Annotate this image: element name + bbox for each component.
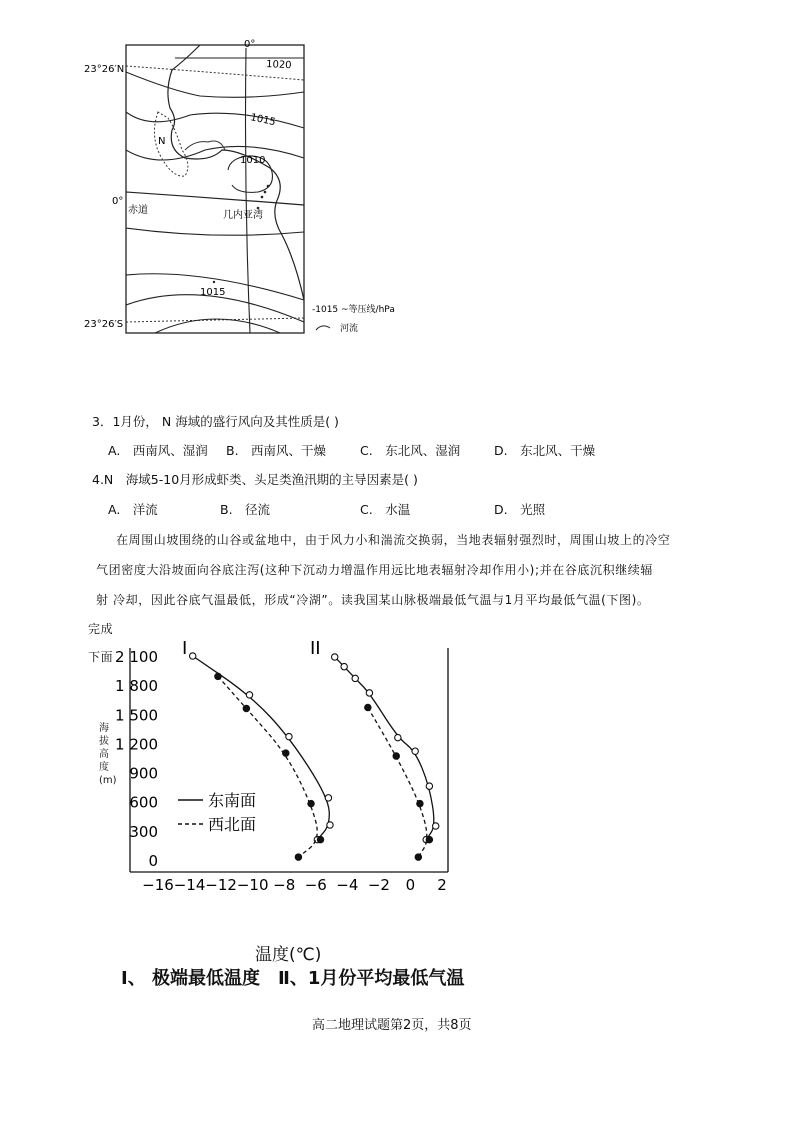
y-tick-label: 0 <box>148 852 158 870</box>
series-line-II-northwest <box>368 707 427 857</box>
question-3-stem: 3．1月份， N 海域的盛行风向及其性质是( ) <box>92 414 339 429</box>
x-tick-label: −4 <box>336 876 359 894</box>
data-point-open <box>341 663 347 669</box>
data-point-filled <box>426 836 432 842</box>
data-point-open <box>327 822 333 828</box>
page-footer: 高二地理试题第2页，共8页 <box>312 1018 472 1033</box>
isobar-line-c <box>126 228 304 235</box>
y-tick-label: 1 500 <box>115 706 158 725</box>
y-tick-label: 600 <box>129 793 158 812</box>
question-4-option-a[interactable]: A. 洋流 <box>108 502 158 517</box>
data-point-filled <box>308 800 314 806</box>
question-4-option-c[interactable]: C. 水温 <box>360 502 411 517</box>
x-tick-label: −10 <box>236 876 269 894</box>
label-equator: 赤道 <box>128 205 148 216</box>
y-tick-label: 1 200 <box>115 735 158 754</box>
data-point-filled <box>295 854 301 860</box>
legend-river: 河流 <box>340 324 359 334</box>
x-tick-label: 2 <box>437 876 447 894</box>
meridian-line <box>246 48 251 333</box>
data-point-open <box>412 748 418 754</box>
legend-river-symbol <box>316 326 330 330</box>
chart-x-axis-label: 温度(℃) <box>255 945 322 965</box>
x-tick-label: −12 <box>205 876 237 894</box>
data-point-filled <box>417 800 423 806</box>
chart-caption: I、 极端最低温度 Ⅱ、1月份平均最低气温 <box>121 968 465 989</box>
x-tick-label: −2 <box>367 876 390 894</box>
data-point-open <box>246 692 252 698</box>
x-tick-label: 0 <box>405 876 416 894</box>
data-point-open <box>332 654 338 660</box>
passage-line-4: 完成 <box>88 622 114 636</box>
coastline <box>168 45 304 300</box>
legend-label-northwest: 西北面 <box>208 815 257 834</box>
question-4-option-b[interactable]: B. 径流 <box>220 502 271 517</box>
data-point-filled <box>215 673 221 679</box>
data-point-filled <box>415 854 421 860</box>
label-n-sea: N <box>158 136 166 147</box>
isobar-line-b <box>126 146 304 160</box>
x-tick-label: −14 <box>173 876 206 894</box>
data-point-open <box>432 823 438 829</box>
data-point-filled <box>393 753 399 759</box>
data-point-open <box>352 675 358 681</box>
x-tick-label: −16 <box>142 876 174 894</box>
passage-line-5: 下面 <box>88 650 114 664</box>
label-isobar-1015-south: 1015 <box>200 287 226 298</box>
data-point-filled <box>283 750 289 756</box>
label-gulf: 几内亚湾 <box>223 210 263 221</box>
label-meridian: 0° <box>244 39 256 50</box>
label-isobar-1015: 1015 <box>249 112 277 129</box>
group-label-i: I <box>182 638 188 659</box>
data-point-filled <box>317 836 323 842</box>
question-3-option-c[interactable]: C. 东北风、湿润 <box>360 443 461 458</box>
legend-isobar: -1015 ~等压线/hPa <box>312 305 395 315</box>
river <box>185 141 225 150</box>
x-tick-label: −6 <box>304 876 327 894</box>
passage-line-1: 在周围山坡围绕的山谷或盆地中，由于风力小和湍流交换弱，当地表辐射强烈时，周围山坡上的冷空 <box>116 533 671 547</box>
label-lat-south: 23°26′S <box>84 319 124 330</box>
question-4-stem: 4.N 海域5-10月形成虾类、头足类渔汛期的主导因素是( ) <box>92 472 418 487</box>
passage-line-3: 射 冷却，因此谷底气温最低，形成“冷湖”。读我国某山脉极端最低气温与1月平均最低气温(下图)。 <box>96 593 650 607</box>
isobar-1015-north <box>126 112 304 128</box>
data-point-filled <box>243 705 249 711</box>
legend-label-southeast: 东南面 <box>208 791 257 810</box>
chart-y-axis-label: 海拔高度(m) <box>99 723 117 786</box>
data-point-open <box>325 795 331 801</box>
question-4-option-d[interactable]: D. 光照 <box>494 502 546 517</box>
y-tick-label: 300 <box>129 822 158 841</box>
isobar-map <box>80 35 400 345</box>
x-tick-label: −8 <box>273 876 296 894</box>
series-line-I-southeast <box>193 656 330 840</box>
group-label-ii: II <box>310 638 321 659</box>
data-point-filled <box>365 704 371 710</box>
y-tick-label: 1 800 <box>115 677 158 696</box>
label-isobar-1020: 1020 <box>265 59 292 72</box>
label-lat-zero: 0° <box>112 196 124 207</box>
question-3-option-a[interactable]: A. 西南风、湿润 <box>108 443 208 458</box>
question-3-option-b[interactable]: B. 西南风、干燥 <box>226 443 327 458</box>
data-point-open <box>426 783 432 789</box>
data-point-open <box>286 733 292 739</box>
islands <box>213 185 270 283</box>
series-line-II-southeast <box>335 657 434 840</box>
isobar-1015-south <box>126 295 304 322</box>
passage-line-2: 气团密度大沿坡面向谷底注泻(这种下沉动力增温作用远比地表辐射冷却作用小);并在谷底沉积继续辐 <box>96 563 654 577</box>
y-tick-label: 2 100 <box>115 648 158 666</box>
data-point-open <box>190 653 196 659</box>
temperature-altitude-chart <box>90 628 470 903</box>
data-point-open <box>366 690 372 696</box>
y-tick-label: 900 <box>129 764 158 783</box>
label-isobar-1010: 1010 <box>240 155 266 166</box>
isobar-line-a <box>126 72 304 97</box>
label-lat-north: 23°26′N <box>84 64 125 75</box>
data-point-open <box>395 734 401 740</box>
isobar-line-e <box>155 319 280 333</box>
question-3-option-d[interactable]: D. 东北风、干燥 <box>494 443 596 458</box>
